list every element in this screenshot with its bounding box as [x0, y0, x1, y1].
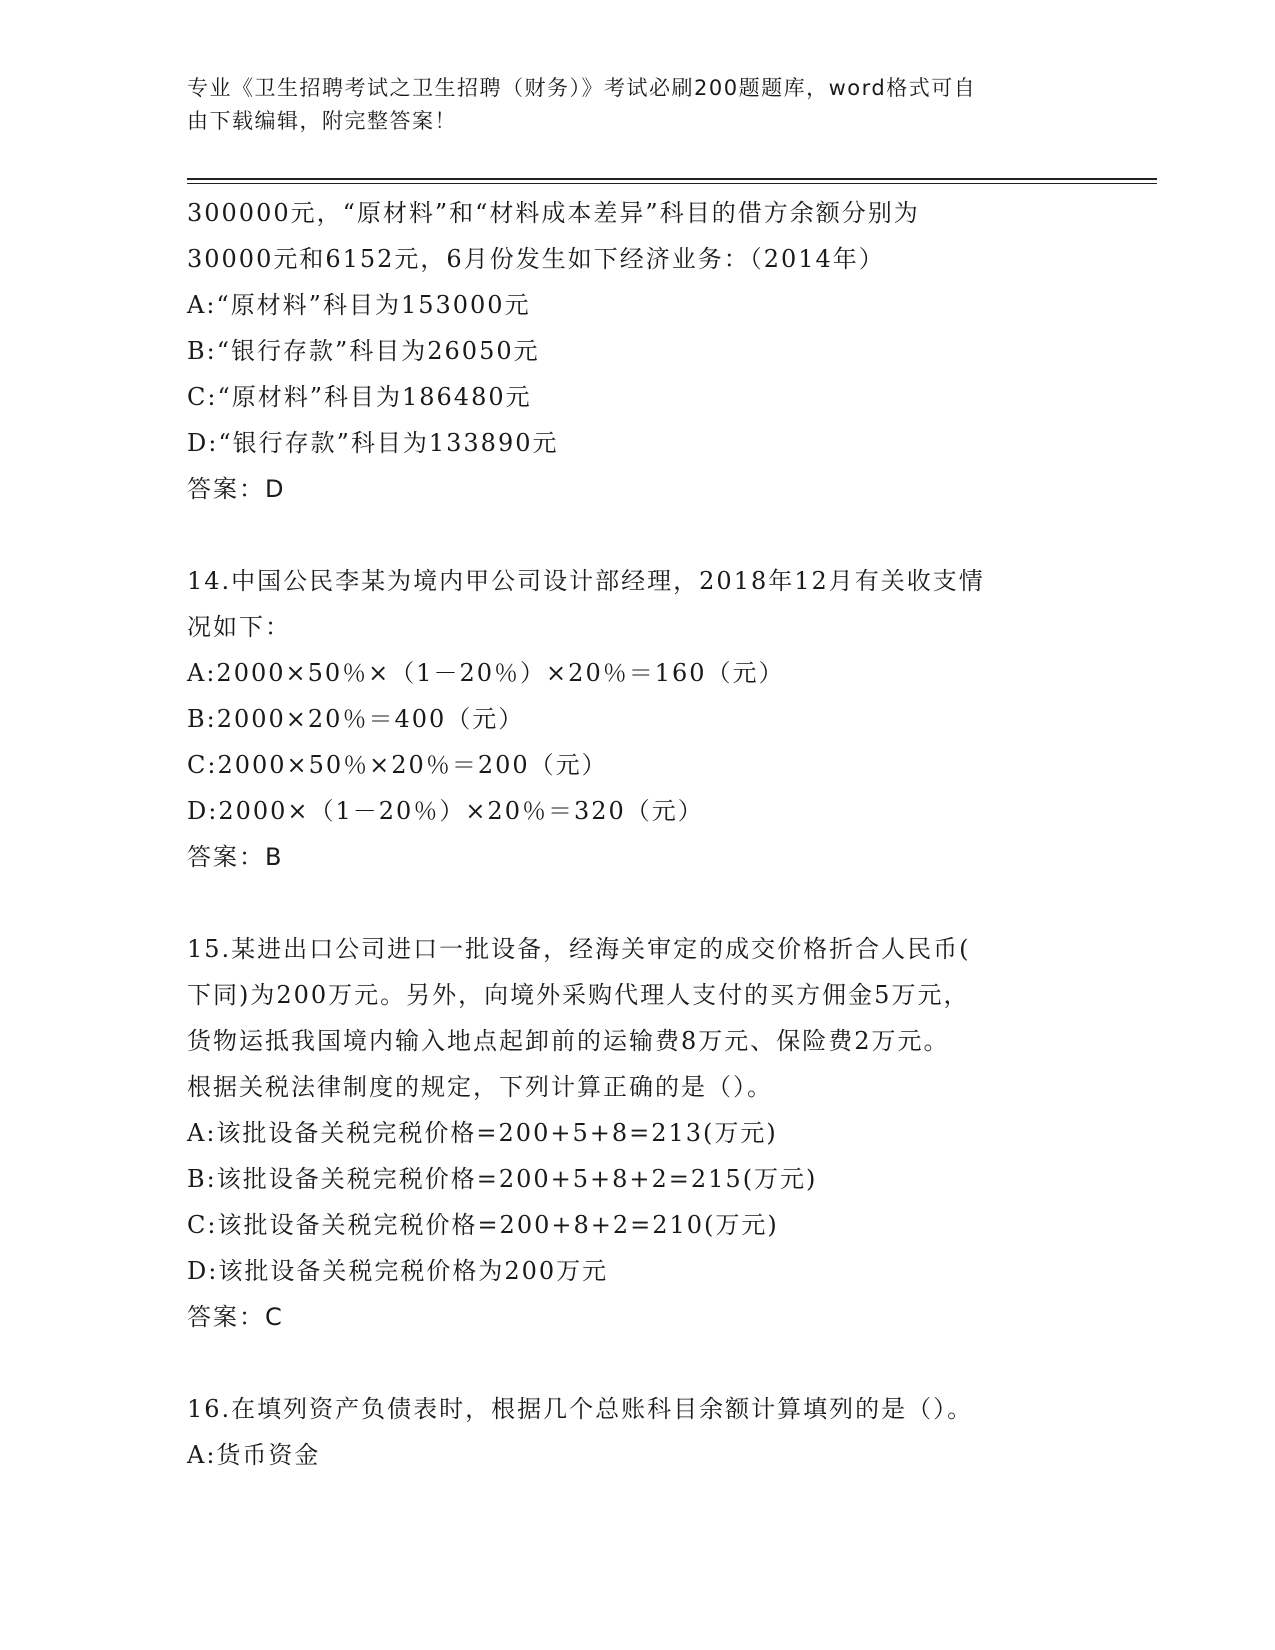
option-d: D:2000×（1－20％）×20％＝320（元） [187, 797, 704, 825]
question-stem-line: 下同)为200万元。另外，向境外采购代理人支付的买方佣金5万元， [187, 981, 970, 1009]
option-b: B:“银行存款”科目为26050元 [187, 337, 540, 365]
question-15 [187, 926, 1087, 1340]
question-stem-line: 16.在填列资产负债表时，根据几个总账科目余额计算填列的是（）。 [187, 1395, 974, 1423]
option-c: C:2000×50％×20％＝200（元） [187, 751, 608, 779]
answer-text: 答案：C [187, 1303, 284, 1331]
option-a: A:“原材料”科目为153000元 [187, 291, 531, 319]
option-c: C:该批设备关税完税价格=200+8+2=210(万元) [187, 1211, 779, 1239]
option-a: A:2000×50％×（1－20％）×20％＝160（元） [187, 659, 785, 687]
option-c: C:“原材料”科目为186480元 [187, 383, 532, 411]
document-body [187, 190, 1087, 1478]
question-stem-line: 15.某进出口公司进口一批设备，经海关审定的成交价格折合人民币( [187, 935, 971, 963]
header-rule-thick [187, 178, 1157, 180]
option-d: D:“银行存款”科目为133890元 [187, 429, 559, 457]
answer-text: 答案：D [187, 475, 286, 503]
question-stem-line: 货物运抵我国境内输入地点起卸前的运输费8万元、保险费2万元。 [187, 1027, 950, 1055]
option-d: D:该批设备关税完税价格为200万元 [187, 1257, 609, 1285]
question-16 [187, 1386, 1087, 1478]
option-b: B:2000×20％＝400（元） [187, 705, 525, 733]
question-14 [187, 558, 1087, 880]
header-rule-thin [187, 183, 1157, 184]
answer-text: 答案：B [187, 843, 284, 871]
option-a: A:该批设备关税完税价格=200+5+8=213(万元) [187, 1119, 778, 1147]
header-line-2: 由下载编辑，附完整答案！ [187, 109, 457, 133]
option-b: B:该批设备关税完税价格=200+5+8+2=215(万元) [187, 1165, 818, 1193]
question-stem-line: 根据关税法律制度的规定，下列计算正确的是（）。 [187, 1073, 773, 1101]
document-header [187, 72, 1067, 138]
question-stem-line: 14.中国公民李某为境内甲公司设计部经理，2018年12月有关收支情 [187, 567, 985, 595]
option-a: A:货币资金 [187, 1441, 321, 1469]
question-13 [187, 190, 1087, 512]
question-stem-line: 300000元，“原材料”和“材料成本差异”科目的借方余额分别为 [187, 199, 920, 227]
header-line-1: 专业《卫生招聘考试之卫生招聘（财务）》考试必刷200题题库，word格式可自 [187, 76, 977, 100]
question-stem-line: 况如下： [187, 613, 291, 641]
question-stem-line: 30000元和6152元，6月份发生如下经济业务：（2014年） [187, 245, 885, 273]
